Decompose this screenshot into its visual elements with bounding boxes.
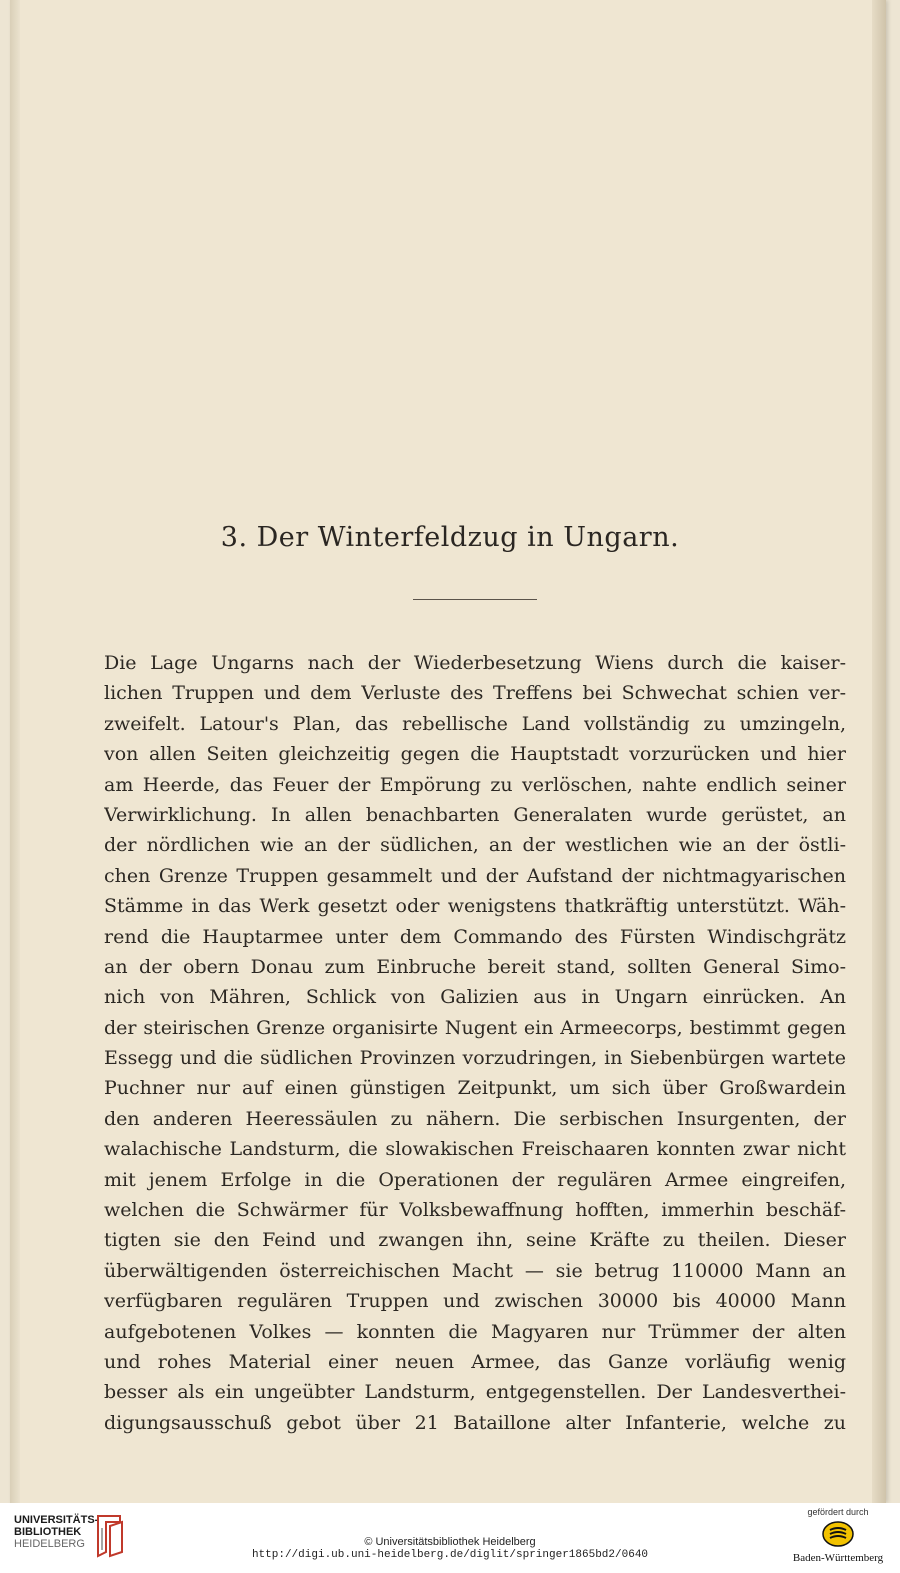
text-line: Die Lage Ungarns nach der Wiederbesetzung Wiens durch die kaiser- (104, 652, 846, 674)
credits (0, 1536, 900, 1562)
text-line: Stämme in das Werk gesetzt oder wenigstens thatkräftig unterstützt. Wäh- (104, 895, 846, 918)
text-line: der steirischen Grenze organisirte Nugent ein Armeecorps, bestimmt gegen (104, 1016, 846, 1039)
sponsor-block (788, 1507, 888, 1564)
text-line: an der obern Donau zum Einbruche bereit stand, sollten General Simo- (104, 955, 846, 978)
text-line: verfügbaren regulären Truppen und zwischen 30000 bis 40000 Mann (104, 1290, 846, 1313)
text-line: welchen die Schwärmer für Volksbewaffnung hofften, immerhin beschäf- (104, 1199, 846, 1222)
text-line: zweifelt. Latour's Plan, das rebellische Land vollständig zu umzingeln, (104, 712, 846, 735)
text-line: Puchner nur auf einen günstigen Zeitpunkt, um sich über Großwardein (104, 1077, 846, 1100)
state-crest-icon (821, 1520, 855, 1548)
library-city: HEIDELBERG (14, 1538, 85, 1550)
text-line: mit jenem Erfolge in die Operationen der regulären Armee eingreifen, (104, 1168, 846, 1191)
chapter-heading: 3. Der Winterfeldzug in Ungarn. (220, 522, 680, 553)
text-line: walachische Landsturm, die slowakischen Freischaaren konnten zwar nicht (104, 1138, 846, 1161)
sponsor-state: Baden-Württemberg (792, 1552, 884, 1564)
text-line: Verwirklichung. In allen benachbarten Generalaten wurde gerüstet, an (104, 803, 846, 826)
heading-divider (413, 599, 537, 600)
text-line: rend die Hauptarmee unter dem Commando des Fürsten Windischgrätz (104, 925, 846, 948)
sponsor-label: gefördert durch (807, 1507, 869, 1517)
library-name-line1: UNIVERSITÄTS- (14, 1514, 99, 1526)
text-line: von allen Seiten gleichzeitig gegen die Hauptstadt vorzurücken und hier (104, 743, 846, 766)
text-line: digungsausschuß gebot über 21 Bataillone alter Infanterie, welche zu (104, 1411, 846, 1434)
text-line: chen Grenze Truppen gesammelt und der Aufstand der nichtmagyarischen (104, 864, 846, 887)
text-line: den anderen Heeressäulen zu nähern. Die serbischen Insurgenten, der (104, 1107, 846, 1130)
copyright-text: © Universitätsbibliothek Heidelberg (364, 1536, 536, 1548)
text-line: und rohes Material einer neuen Armee, das Ganze vorläufig wenig (104, 1350, 846, 1373)
text-line: am Heerde, das Feuer der Empörung zu verlöschen, nahte endlich seiner (104, 773, 846, 796)
text-line: nich von Mähren, Schlick von Galizien aus in Ungarn einrücken. An (104, 986, 846, 1009)
text-line: überwältigenden österreichischen Macht — sie betrug 110000 Mann an (104, 1259, 846, 1282)
body-text (104, 648, 846, 1438)
library-name-line2: BIBLIOTHEK (14, 1526, 82, 1538)
text-line: Essegg und die südlichen Provinzen vorzudringen, in Siebenbürgen wartete (104, 1047, 846, 1070)
page-spine-shadow (10, 0, 20, 1503)
text-line: lichen Truppen und dem Verluste des Treffens bei Schwechat schien ver- (104, 682, 846, 705)
text-line: besser als ein ungeübter Landsturm, entgegenstellen. Der Landesverthei- (104, 1381, 846, 1404)
permalink-url[interactable]: http://digi.ub.uni-heidelberg.de/diglit/springer1865bd2/0640 (251, 1549, 649, 1561)
text-line: tigten sie den Feind und zwangen ihn, seine Kräfte zu theilen. Dieser (104, 1229, 846, 1252)
text-line: der nördlichen wie an der südlichen, an der westlichen wie an der östli- (104, 834, 846, 857)
page-edge-shadow (872, 0, 886, 1503)
text-line: aufgebotenen Volkes — konnten die Magyaren nur Trümmer der alten (104, 1320, 846, 1343)
